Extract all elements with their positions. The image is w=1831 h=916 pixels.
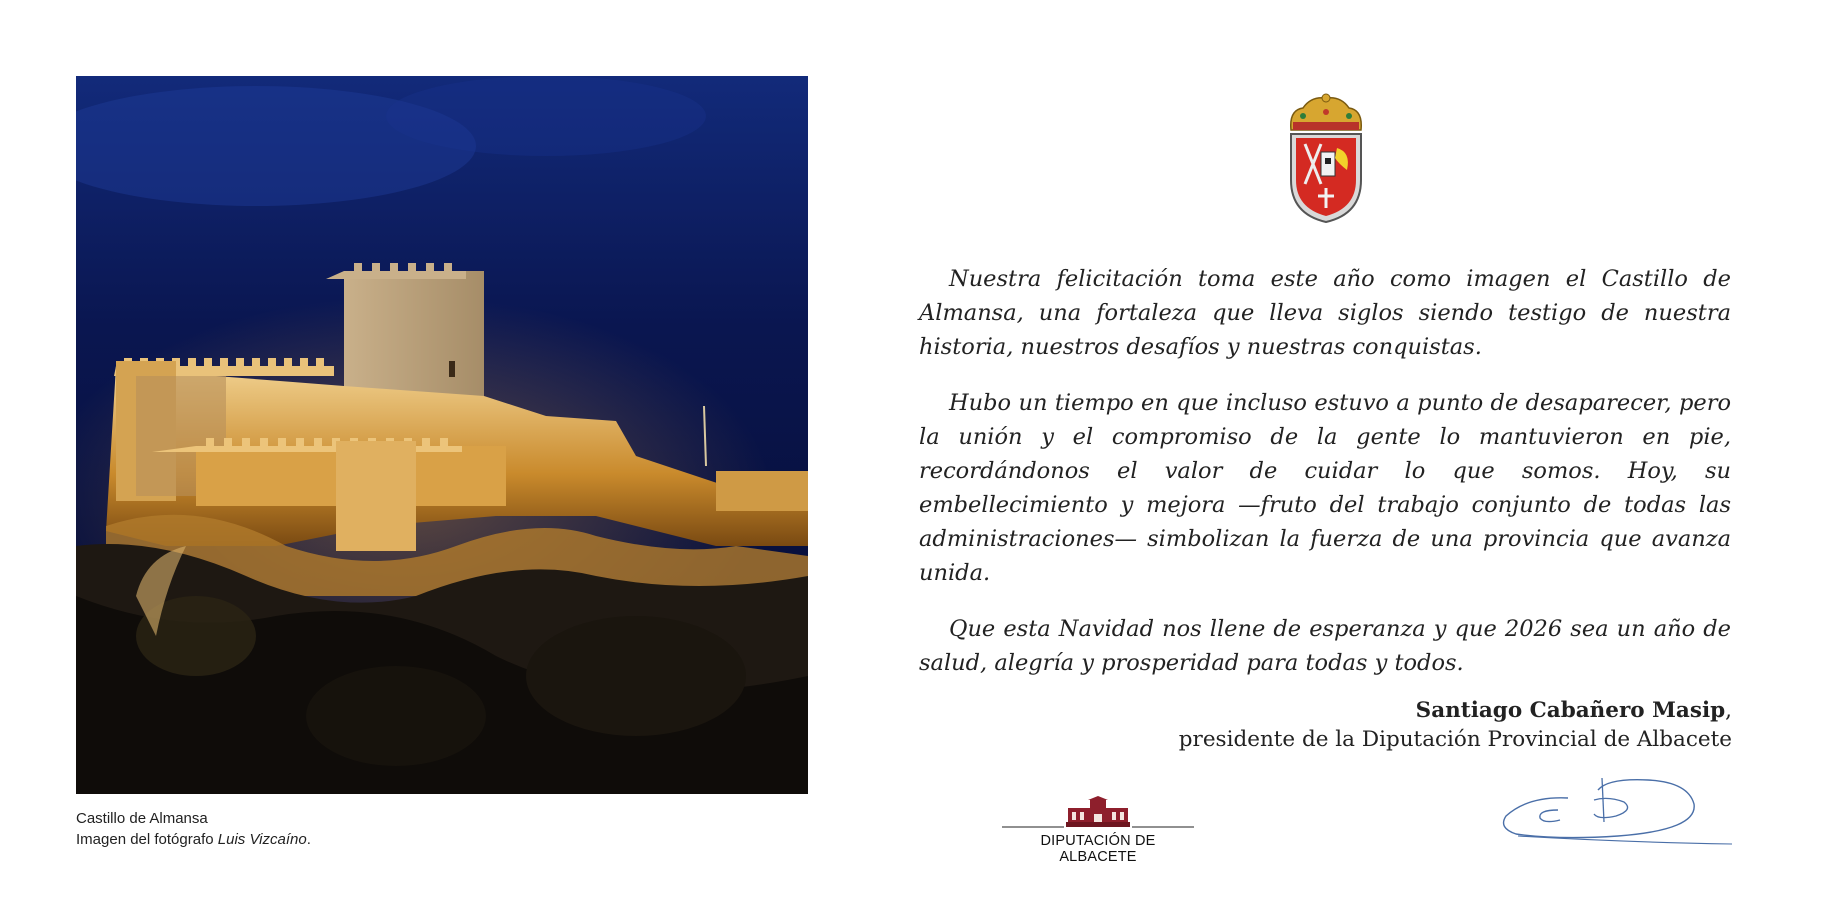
caption-credit-prefix: Imagen del fotógrafo: [76, 831, 218, 848]
coat-of-arms-icon: [1281, 92, 1371, 226]
castle-photo: [76, 76, 808, 794]
greeting-letter: [919, 262, 1731, 702]
letter-paragraph-3: Que esta Navidad nos llene de esperanza y que 2026 sea un año de salud, alegría y prosperidad para todas y todos.: [919, 616, 1731, 676]
signatory-name: Santiago Cabañero Masip: [1415, 698, 1726, 723]
caption-credit-suffix: .: [306, 831, 311, 848]
handwritten-signature: [1498, 776, 1734, 848]
signatory-name-line: [1179, 696, 1732, 725]
caption-photographer: Luis Vizcaíno: [217, 831, 307, 848]
letter-paragraph-2: Hubo un tiempo en que incluso estuvo a punto de desaparecer, pero la unión y el compromiso de la gente lo mantuvieron en pie, recordándonos el valor de cuidar lo que somos. Hoy, su embellecimiento y mejora —fruto del trabajo conjunto de todas las administraciones— simbolizan la fuerza de una provincia que avanza unida.: [919, 390, 1731, 586]
diputacion-logo: [1002, 796, 1194, 865]
building-icon: [1002, 796, 1194, 830]
signatory-block: [1179, 696, 1732, 754]
diputacion-label: DIPUTACIÓN DE ALBACETE: [1040, 833, 1156, 865]
caption-title: Castillo de Almansa: [76, 810, 208, 827]
photo-caption: [76, 808, 676, 850]
signatory-title: presidente de la Diputación Provincial de Albacete: [1178, 727, 1732, 752]
letter-paragraph-1: Nuestra felicitación toma este año como imagen el Castillo de Almansa, una fortaleza que lleva siglos siendo testigo de nuestra historia, nuestros desafíos y nuestras conquistas.: [919, 266, 1731, 360]
signatory-name-comma: ,: [1725, 698, 1732, 723]
caption-credit: [76, 829, 676, 850]
